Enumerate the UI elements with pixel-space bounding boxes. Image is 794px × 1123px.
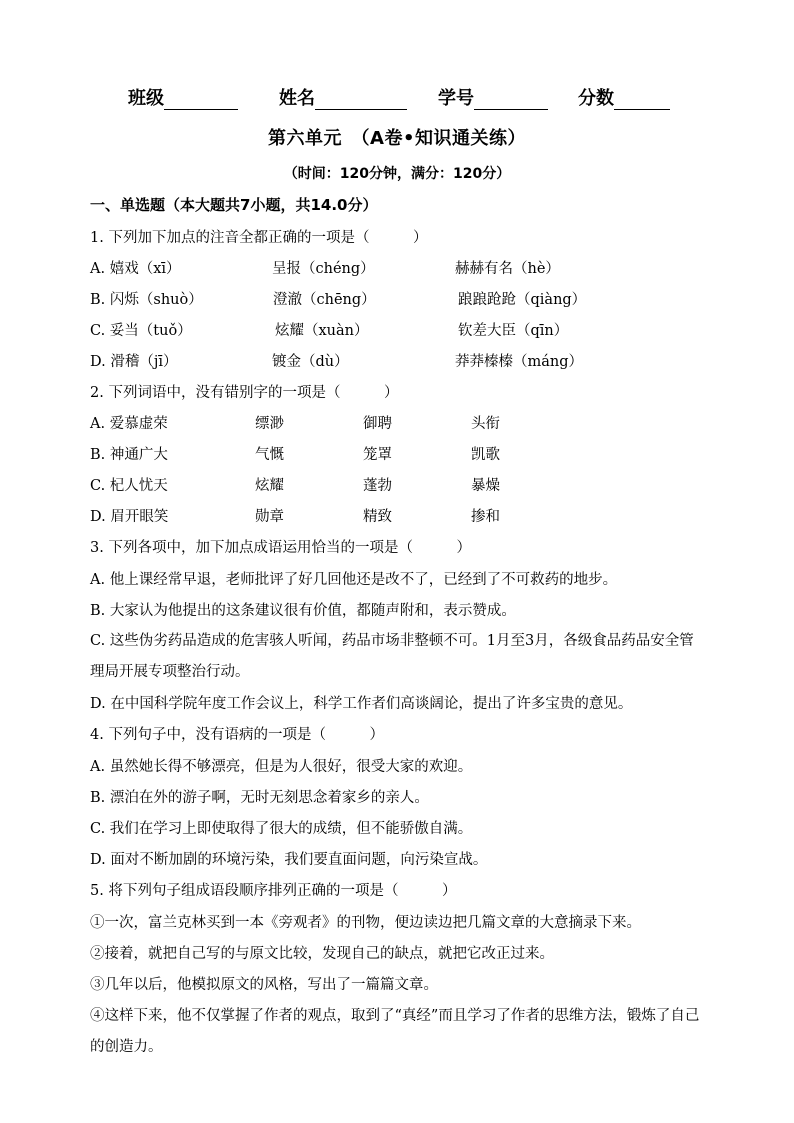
q2-option-d-word3: 精致 [363,509,392,525]
q3-option-c[interactable]: C. 这些伪劣药品造成的危害骇人听闻，药品市场非整顿不可。1月至3月，各级食品药品安全管理局开展专项整治行动。 [90,633,694,680]
q5-sentence-1: ①一次，富兰克林买到一本《旁观者》的刊物，便边读边把几篇文章的大意摘录下来。 [90,915,641,931]
score-label: 分数 [578,88,614,109]
q2-option-d[interactable]: D. 眉开眼笑 [90,509,169,525]
q1-option-a-word3: 赫赫有名（hè） [455,261,560,277]
q2-option-a-word2: 缥渺 [255,416,284,432]
name-field[interactable] [279,84,407,110]
q1-option-d-word3: 莽莽榛榛（máng） [455,354,584,370]
q2-option-b-word2: 气慨 [255,447,284,463]
q2-option-c[interactable]: C. 杞人忧天 [90,478,168,494]
score-field[interactable] [578,84,670,110]
name-label: 姓名 [279,88,315,109]
q2-option-c-word2: 炫耀 [255,478,284,494]
q1-option-c[interactable]: C. 妥当（tuǒ） [90,323,192,339]
q1-option-b-word3: 踉踉跄跄（qiàng） [458,292,587,308]
q2-option-c-word4: 暴燥 [471,478,500,494]
q4-option-d[interactable]: D. 面对不断加剧的环境污染，我们要直面问题，向污染宣战。 [90,852,488,868]
student-id-field[interactable] [438,84,548,110]
page-title: 第六单元 （A卷•知识通关练） [268,128,526,149]
q2-option-b[interactable]: B. 神通广大 [90,447,168,463]
q2-option-a-word3: 御聘 [363,416,392,432]
q2-option-b-word3: 笼罩 [363,447,392,463]
q5-sentence-3: ③几年以后，他模拟原文的风格，写出了一篇篇文章。 [90,977,438,993]
student-id-blank[interactable] [474,89,548,110]
q1-option-a[interactable]: A. 嬉戏（xī） [90,261,181,277]
q4-stem: 4. 下列句子中，没有语病的一项是（ ） [90,727,384,743]
q4-option-c[interactable]: C. 我们在学习上即使取得了很大的成绩，但不能骄傲自满。 [90,821,473,837]
q4-option-b[interactable]: B. 漂泊在外的游子啊，无时无刻思念着家乡的亲人。 [90,790,429,806]
q5-sentence-4: ④这样下来，他不仅掌握了作者的观点，取到了“真经”而且学习了作者的思维方法，锻炼了自己的创造力。 [90,1008,700,1055]
q2-option-b-word4: 凯歌 [471,447,500,463]
score-blank[interactable] [614,89,670,110]
q3-option-b[interactable]: B. 大家认为他提出的这条建议很有价值，都随声附和，表示赞成。 [90,603,516,619]
q3-option-a[interactable]: A. 他上课经常早退，老师批评了好几回他还是改不了，已经到了不可救药的地步。 [90,572,618,588]
class-blank[interactable] [164,89,238,110]
q1-option-c-word2: 炫耀（xuàn） [275,323,369,339]
student-id-label: 学号 [438,88,474,109]
q3-stem: 3. 下列各项中，加下加点成语运用恰当的一项是（ ） [90,540,471,556]
q1-option-b[interactable]: B. 闪烁（shuò） [90,292,203,308]
q1-stem: 1. 下列加下加点的注音全都正确的一项是（ ） [90,230,428,246]
q1-option-c-word3: 钦差大臣（qīn） [458,323,569,339]
q1-option-d[interactable]: D. 滑稽（jī） [90,354,178,370]
q5-stem: 5. 将下列句子组成语段顺序排列正确的一项是（ ） [90,883,457,899]
exam-time-info: （时间：120分钟，满分：120分） [283,166,511,182]
q1-option-a-word2: 呈报（chéng） [272,261,375,277]
q4-option-a[interactable]: A. 虽然她长得不够漂亮，但是为人很好，很受大家的欢迎。 [90,759,473,775]
q2-option-c-word3: 蓬勃 [363,478,392,494]
name-blank[interactable] [315,89,407,110]
section-heading-single-choice: 一、单选题（本大题共7小题，共14.0分） [90,196,378,214]
q2-option-a-word4: 头衔 [471,416,500,432]
q5-sentence-2: ②接着，就把自己写的与原文比较，发现自己的缺点，就把它改正过来。 [90,946,554,962]
class-label: 班级 [128,88,164,109]
q1-option-b-word2: 澄澈（chēng） [273,292,376,308]
q2-option-a[interactable]: A. 爱慕虚荣 [90,416,168,432]
q1-option-d-word2: 镀金（dù） [272,354,349,370]
q2-stem: 2. 下列词语中，没有错别字的一项是（ ） [90,385,399,401]
q2-option-d-word2: 勋章 [255,509,284,525]
q2-option-d-word4: 掺和 [471,509,500,525]
class-field[interactable] [128,84,238,110]
q3-option-d[interactable]: D. 在中国科学院年度工作会议上，科学工作者们高谈阔论，提出了许多宝贵的意见。 [90,696,633,712]
